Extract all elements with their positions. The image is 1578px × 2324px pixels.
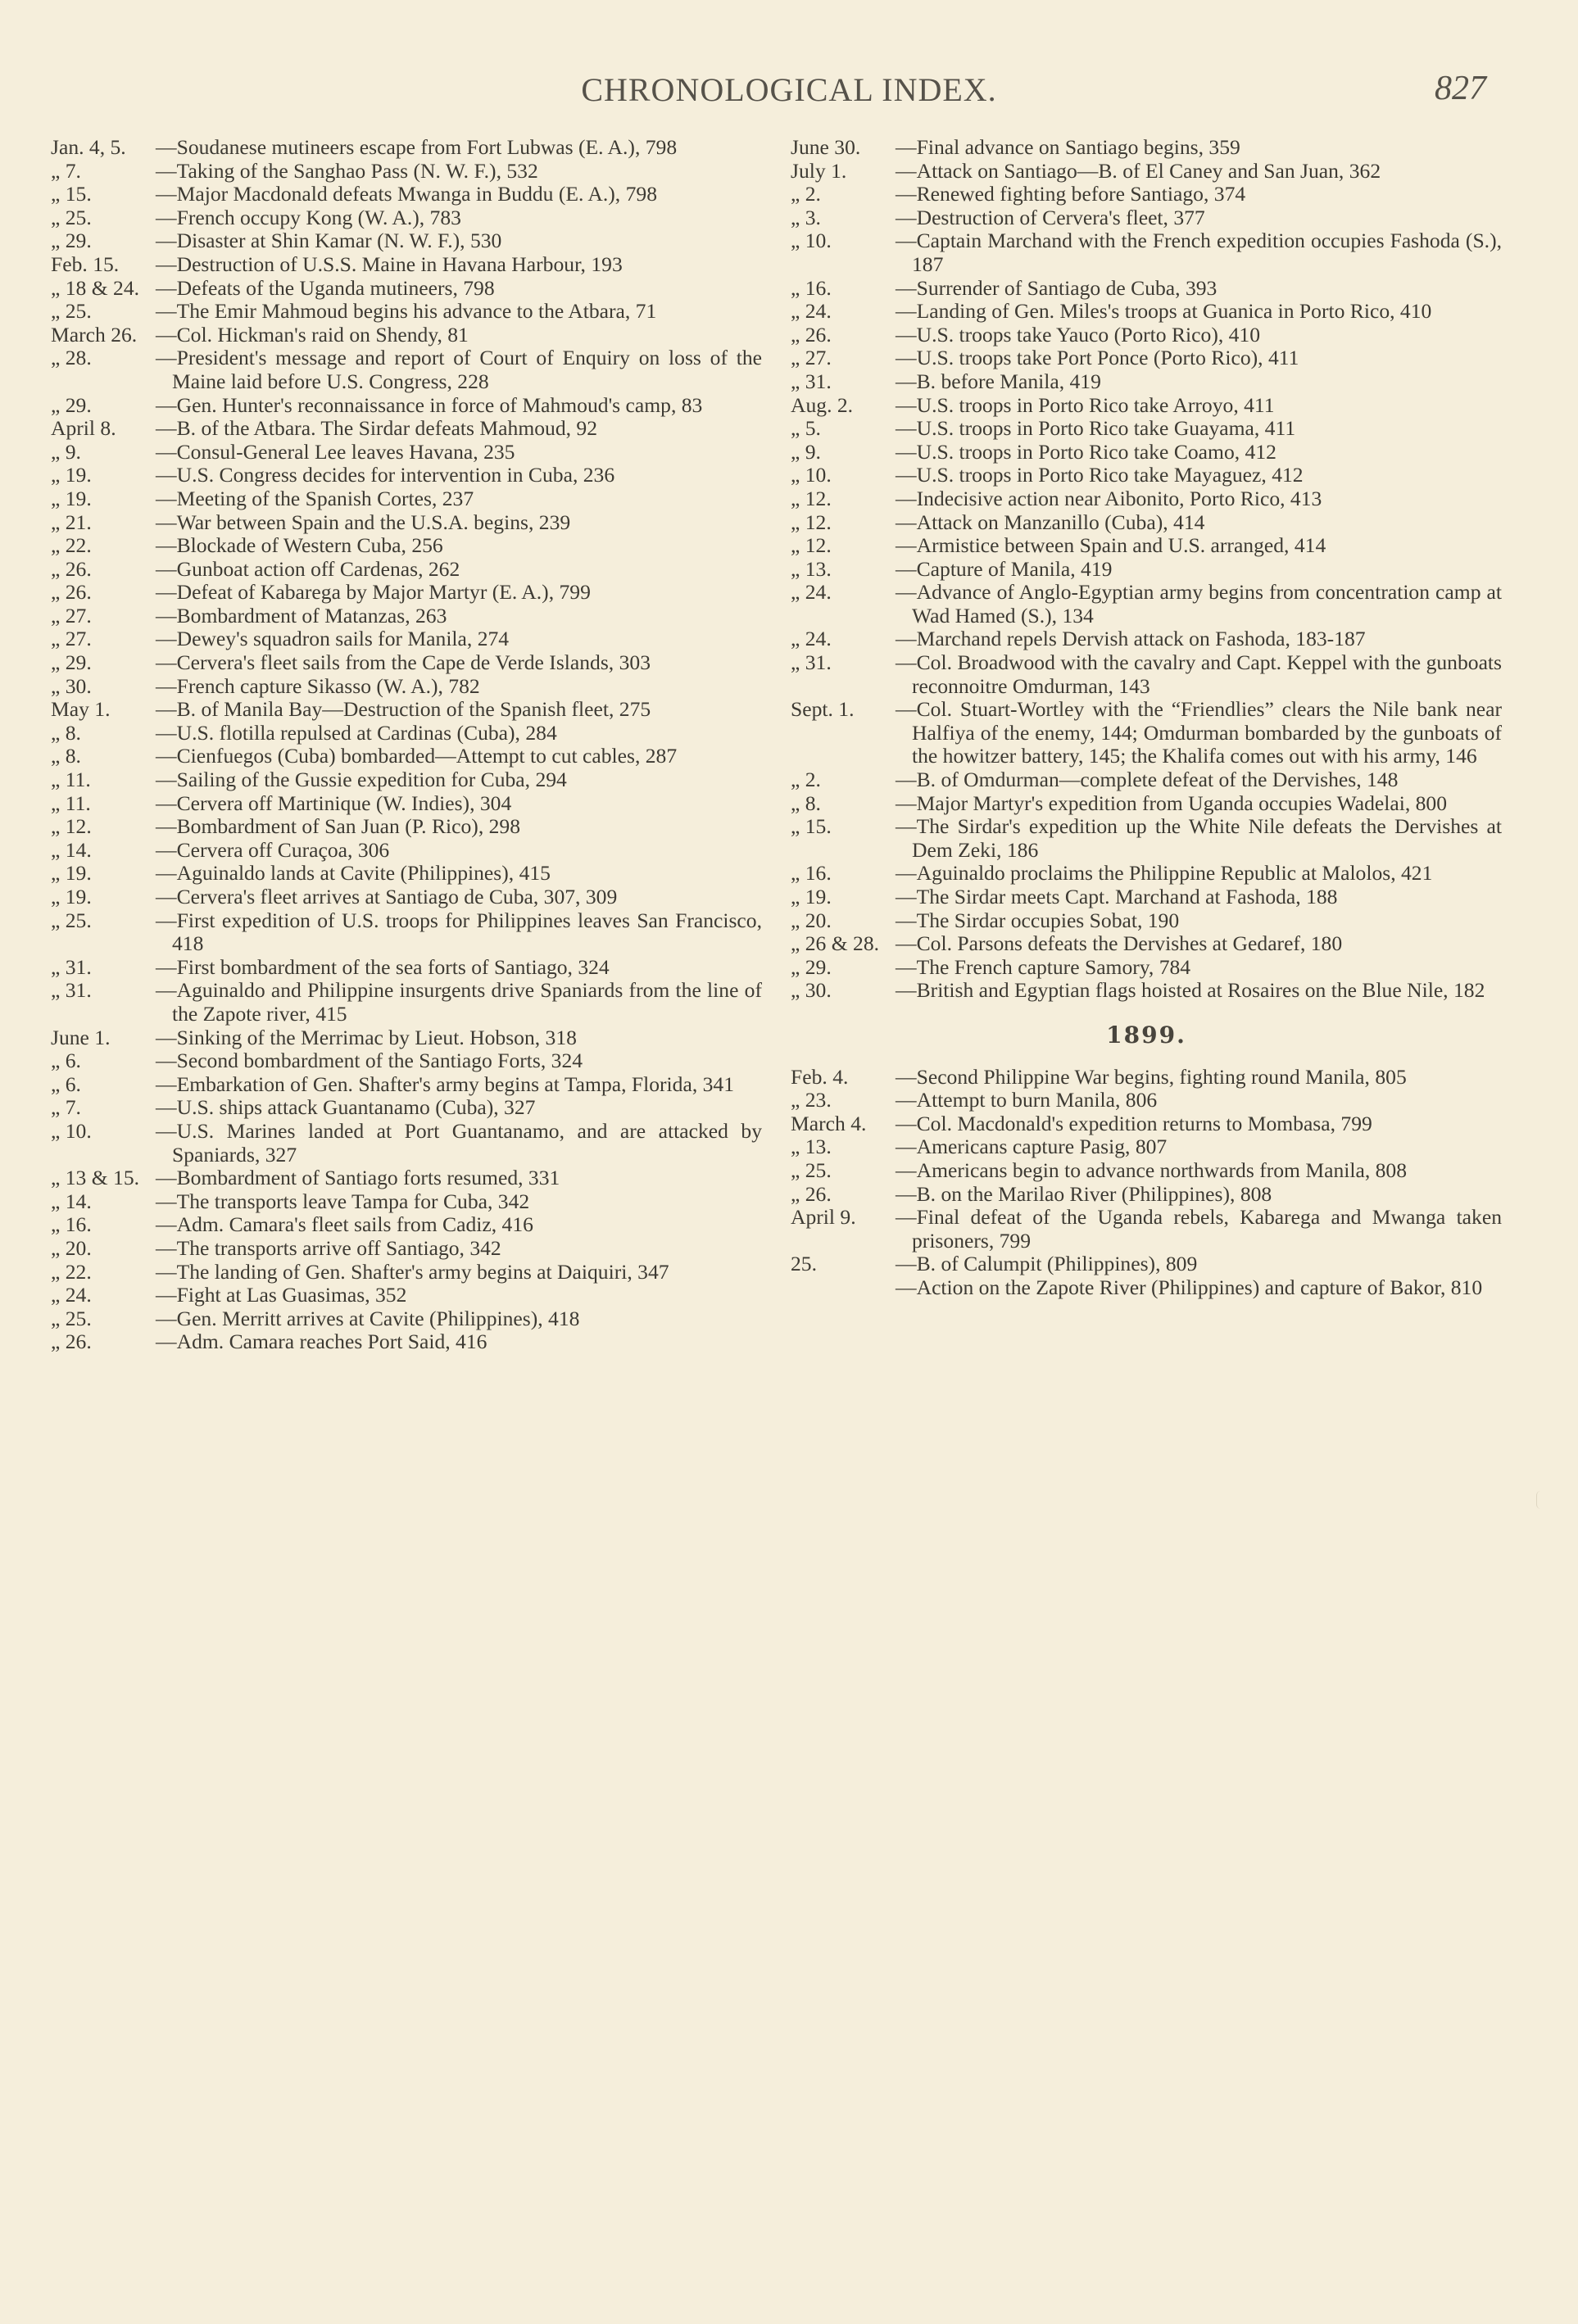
- entry-date: „ 12.: [791, 510, 832, 534]
- index-entry: [51, 464, 762, 487]
- index-entry: [51, 253, 762, 277]
- index-entry: [51, 768, 762, 792]
- entry-date: „ 12.: [791, 533, 832, 558]
- entry-text: —Surrender of Santiago de Cuba, 393: [896, 275, 1218, 300]
- index-entry: [791, 627, 1502, 651]
- entry-date: „ 26.: [51, 1330, 92, 1354]
- entry-date: „ 16.: [791, 861, 832, 886]
- entry-text: —Armistice between Spain and U.S. arranged, 414: [896, 533, 1326, 558]
- entry-text: —Aguinaldo lands at Cavite (Philippines), 415: [156, 861, 551, 886]
- entry-text: —Second Philippine War begins, fighting round Manila, 805: [896, 1064, 1407, 1089]
- entry-date: March 4.: [791, 1111, 867, 1135]
- entry-text: —The Emir Mahmoud begins his advance to the Atbara, 71: [156, 299, 657, 324]
- entry-text: —Adm. Camara's fleet sails from Cadiz, 416: [156, 1212, 533, 1237]
- entry-text: —Americans capture Pasig, 807: [896, 1135, 1168, 1159]
- index-entry: [51, 1330, 762, 1354]
- entry-text: —Col. Broadwood with the cavalry and Capt. Keppel with the gunboats reconnoitre Omdurman, 143: [896, 650, 1502, 698]
- entry-text: —Cienfuegos (Cuba) bombarded—Attempt to cut cables, 287: [156, 744, 678, 768]
- entry-text: —Action on the Zapote River (Philippines) and capture of Bakor, 810: [896, 1275, 1483, 1299]
- entry-text: —Col. Hickman's raid on Shendy, 81: [156, 322, 469, 347]
- entry-date: „ 16.: [791, 275, 832, 300]
- index-entry: [791, 464, 1502, 487]
- entry-date: „ 30.: [51, 673, 92, 698]
- index-entry: [791, 1089, 1502, 1112]
- entry-date: „ 13.: [791, 1135, 832, 1159]
- entry-date: Sept. 1.: [791, 697, 855, 722]
- entry-date: „ 11.: [51, 768, 91, 792]
- index-entry: [51, 394, 762, 418]
- index-entry: [51, 909, 762, 956]
- index-entry: [51, 206, 762, 230]
- entry-date: „ 9.: [791, 439, 821, 464]
- entry-text: —Defeats of the Uganda mutineers, 798: [156, 275, 495, 300]
- index-entry: [51, 1167, 762, 1190]
- entry-date: „ 19.: [51, 463, 92, 487]
- entry-text: —Bombardment of Santiago forts resumed, 331: [156, 1166, 560, 1190]
- entry-date: „ 29.: [51, 229, 92, 253]
- index-entry: [51, 347, 762, 393]
- entry-text: —Attack on Manzanillo (Cuba), 414: [896, 510, 1205, 534]
- entry-date: „ 20.: [51, 1235, 92, 1260]
- entry-date: „ 2.: [791, 182, 821, 206]
- entry-date: „ 15.: [791, 814, 832, 839]
- index-entry: [51, 722, 762, 745]
- entry-text: —The Sirdar occupies Sobat, 190: [896, 908, 1180, 932]
- index-entry: [791, 1066, 1502, 1090]
- entry-date: „ 29.: [51, 650, 92, 675]
- entry-text: —B. of Omdurman—complete defeat of the Dervishes, 148: [896, 768, 1399, 792]
- entry-text: —Major Martyr's expedition from Uganda occupies Wadelai, 800: [896, 791, 1448, 815]
- entry-text: —Attack on Santiago—B. of El Caney and San Juan, 362: [896, 158, 1381, 183]
- entry-date: „ 29.: [791, 954, 832, 979]
- entry-text: —The Sirdar meets Capt. Marchand at Fashoda, 188: [896, 885, 1338, 908]
- index-entry: [791, 417, 1502, 441]
- index-entry: [51, 487, 762, 511]
- index-entry: [51, 183, 762, 206]
- entry-date: „ 19.: [791, 885, 832, 908]
- index-entry: [791, 698, 1502, 768]
- entry-date: „ 21.: [51, 510, 92, 534]
- index-entry: [791, 792, 1502, 816]
- entry-text: —Landing of Gen. Miles's troops at Guanica in Porto Rico, 410: [896, 299, 1432, 324]
- entry-date: „ 19.: [51, 861, 92, 886]
- index-entry: [51, 792, 762, 816]
- entry-date: „ 25.: [51, 1306, 92, 1330]
- entry-date: Feb. 4.: [791, 1064, 849, 1089]
- index-entry: [791, 136, 1502, 160]
- entry-date: June 30.: [791, 135, 861, 159]
- entry-date: April 9.: [791, 1205, 856, 1230]
- entry-date: „ 26.: [51, 556, 92, 581]
- entry-text: —Gunboat action off Cardenas, 262: [156, 556, 460, 581]
- entry-date: „ 10.: [791, 463, 832, 487]
- index-entry: [791, 979, 1502, 1003]
- entry-date: „ 27.: [51, 627, 92, 651]
- entry-date: „ 6.: [51, 1049, 81, 1073]
- entry-date: „ 7.: [51, 158, 81, 183]
- index-entry: [51, 534, 762, 558]
- index-entry: [791, 300, 1502, 324]
- entry-text: —U.S. Marines landed at Port Guantanamo, and are attacked by Spaniards, 327: [156, 1118, 762, 1167]
- index-entry: [51, 511, 762, 535]
- entries-1898: [791, 136, 1502, 1003]
- index-entry: [51, 277, 762, 301]
- index-entry: [791, 347, 1502, 370]
- index-entry: [51, 441, 762, 464]
- entry-date: „ 25.: [51, 908, 92, 932]
- entry-date: „ 3.: [791, 205, 821, 229]
- entry-text: —Defeat of Kabarega by Major Martyr (E. A.), 799: [156, 580, 591, 605]
- index-entry: [51, 417, 762, 441]
- entry-text: —Destruction of Cervera's fleet, 377: [896, 205, 1205, 229]
- entry-text: —Blockade of Western Cuba, 256: [156, 533, 443, 558]
- left-column: [51, 136, 762, 1354]
- entry-text: —Soudanese mutineers escape from Fort Lubwas (E. A.), 798: [156, 135, 678, 159]
- entry-text: —Capture of Manila, 419: [896, 556, 1113, 581]
- entry-text: —Adm. Camara reaches Port Said, 416: [156, 1330, 487, 1354]
- entry-date: „ 27.: [51, 603, 92, 627]
- page-number: 827: [1435, 70, 1486, 107]
- index-entry: [791, 1253, 1502, 1276]
- entry-text: —French occupy Kong (W. A.), 783: [156, 205, 461, 229]
- entry-text: —B. of Calumpit (Philippines), 809: [896, 1252, 1198, 1276]
- entry-text: —The Sirdar's expedition up the White Nile defeats the Dervishes at Dem Zeki, 186: [896, 814, 1502, 862]
- entry-text: —B. of Manila Bay—Destruction of the Spanish fleet, 275: [156, 697, 651, 722]
- entry-text: —Sailing of the Gussie expedition for Cuba, 294: [156, 768, 567, 792]
- index-entry: [791, 1183, 1502, 1207]
- index-entry: [791, 1276, 1502, 1300]
- index-entry: [791, 277, 1502, 301]
- entry-text: —U.S. troops in Porto Rico take Guayama, 411: [896, 416, 1296, 441]
- entry-text: —War between Spain and the U.S.A. begins, 239: [156, 510, 571, 534]
- entry-text: —The transports leave Tampa for Cuba, 342: [156, 1189, 530, 1213]
- index-entry: [51, 815, 762, 839]
- entry-date: „ 10.: [791, 229, 832, 253]
- index-entry: [51, 1261, 762, 1284]
- entry-text: —Gen. Hunter's reconnaissance in force of Mahmoud's camp, 83: [156, 392, 703, 417]
- index-entry: [51, 324, 762, 347]
- entry-date: „ 15.: [51, 182, 92, 206]
- entry-date: „ 8.: [51, 720, 81, 745]
- entry-text: —B. before Manila, 419: [896, 369, 1101, 393]
- entry-date: „ 28.: [51, 346, 92, 370]
- entry-date: „ 13.: [791, 556, 832, 581]
- entry-date: March 26.: [51, 322, 138, 347]
- entry-date: „ 25.: [791, 1157, 832, 1182]
- index-entry: [51, 675, 762, 699]
- entry-date: May 1.: [51, 697, 111, 722]
- entry-date: „ 30.: [791, 978, 832, 1003]
- entry-text: —Final defeat of the Uganda rebels, Kabarega and Mwanga taken prisoners, 799: [896, 1205, 1502, 1253]
- entry-text: —Col. Parsons defeats the Dervishes at Gedaref, 180: [896, 931, 1343, 956]
- index-entry: [51, 160, 762, 183]
- entry-text: —Attempt to burn Manila, 806: [896, 1088, 1158, 1112]
- entry-text: —Final advance on Santiago begins, 359: [896, 135, 1240, 159]
- entry-text: —Cervera's fleet arrives at Santiago de Cuba, 307, 309: [156, 885, 618, 908]
- index-entry: [791, 558, 1502, 582]
- entry-date: „ 24.: [51, 1283, 92, 1307]
- entry-text: —U.S. troops in Porto Rico take Arroyo, 411: [896, 392, 1275, 417]
- entry-text: —Major Macdonald defeats Mwanga in Buddu (E. A.), 798: [156, 182, 657, 206]
- entry-date: „ 26.: [51, 580, 92, 605]
- index-entry: [51, 1190, 762, 1214]
- entry-text: —U.S. troops in Porto Rico take Coamo, 412: [896, 439, 1276, 464]
- index-entry: [791, 1159, 1502, 1183]
- entry-date: „ 24.: [791, 580, 832, 605]
- entry-date: „ 13 & 15.: [51, 1166, 140, 1190]
- entry-text: —Fight at Las Guasimas, 352: [156, 1283, 407, 1307]
- entry-text: —Destruction of U.S.S. Maine in Havana Harbour, 193: [156, 251, 623, 276]
- entry-date: „ 12.: [791, 486, 832, 510]
- entry-text: —Consul-General Lee leaves Havana, 235: [156, 439, 515, 464]
- entry-date: „ 10.: [51, 1118, 92, 1143]
- entry-text: —The landing of Gen. Shafter's army begins at Daiquiri, 347: [156, 1259, 669, 1284]
- index-entry: [791, 534, 1502, 558]
- entry-text: —Cervera off Martinique (W. Indies), 304: [156, 791, 512, 815]
- entry-text: —Aguinaldo and Philippine insurgents drive Spaniards from the line of the Zapote river, 415: [156, 978, 762, 1026]
- entry-text: —Dewey's squadron sails for Manila, 274: [156, 627, 510, 651]
- entry-text: —U.S. troops in Porto Rico take Mayaguez, 412: [896, 463, 1304, 487]
- entry-date: „ 7.: [51, 1095, 81, 1120]
- index-entry: [791, 1112, 1502, 1136]
- entry-text: —U.S. Congress decides for intervention in Cuba, 236: [156, 463, 615, 487]
- index-entry: [51, 300, 762, 324]
- entry-date: „ 25.: [51, 205, 92, 229]
- entry-date: „ 11.: [51, 791, 91, 815]
- entry-text: —Disaster at Shin Kamar (N. W. F.), 530: [156, 229, 502, 253]
- entry-text: —Aguinaldo proclaims the Philippine Republic at Malolos, 421: [896, 861, 1433, 886]
- entry-date: „ 27.: [791, 346, 832, 370]
- index-entry: [51, 581, 762, 605]
- entry-date: „ 14.: [51, 1189, 92, 1213]
- entry-date: „ 31.: [51, 978, 92, 1003]
- index-entry: [51, 229, 762, 253]
- entry-date: June 1.: [51, 1025, 111, 1049]
- index-entry: [51, 698, 762, 722]
- entry-date: „ 24.: [791, 299, 832, 324]
- index-entry: [51, 1026, 762, 1050]
- entry-text: —Marchand repels Dervish attack on Fashoda, 183-187: [896, 627, 1366, 651]
- entry-date: „ 23.: [791, 1088, 832, 1112]
- index-entry: [791, 229, 1502, 276]
- index-entry: [51, 651, 762, 675]
- entry-text: —Taking of the Sanghao Pass (N. W. F.), 532: [156, 158, 538, 183]
- entry-date: „ 22.: [51, 533, 92, 558]
- entry-text: —The French capture Samory, 784: [896, 954, 1191, 979]
- index-entry: [51, 1073, 762, 1097]
- index-entry: [51, 862, 762, 886]
- index-entry: [791, 441, 1502, 464]
- index-entry: [51, 1307, 762, 1331]
- entry-text: —Cervera's fleet sails from the Cape de Verde Islands, 303: [156, 650, 651, 675]
- index-entry: [791, 909, 1502, 933]
- entry-text: —Col. Macdonald's expedition returns to Mombasa, 799: [896, 1111, 1372, 1135]
- index-entry: [791, 581, 1502, 627]
- index-entry: [51, 745, 762, 768]
- index-entry: [791, 815, 1502, 862]
- entry-date: „ 8.: [51, 744, 81, 768]
- entry-date: „ 29.: [51, 392, 92, 417]
- entry-text: —Meeting of the Spanish Cortes, 237: [156, 486, 474, 510]
- entry-date: „ 5.: [791, 416, 821, 441]
- index-entry: [791, 886, 1502, 909]
- entry-date: „ 19.: [51, 486, 92, 510]
- entry-date: „ 9.: [51, 439, 81, 464]
- entry-text: —U.S. ships attack Guantanamo (Cuba), 327: [156, 1095, 536, 1120]
- index-entry: [791, 1135, 1502, 1159]
- index-entry: [51, 1284, 762, 1307]
- index-entry: [51, 558, 762, 582]
- entry-text: —British and Egyptian flags hoisted at Rosaires on the Blue Nile, 182: [896, 978, 1485, 1003]
- index-entry: [791, 511, 1502, 535]
- entry-text: —Bombardment of Matanzas, 263: [156, 603, 447, 627]
- entry-text: —Americans begin to advance northwards from Manila, 808: [896, 1157, 1408, 1182]
- entry-date: „ 6.: [51, 1071, 81, 1096]
- entry-date: Aug. 2.: [791, 392, 854, 417]
- index-entry: [51, 1096, 762, 1120]
- index-entry: [791, 183, 1502, 206]
- index-entry: [51, 886, 762, 909]
- index-entry: [791, 768, 1502, 792]
- index-entry: [791, 487, 1502, 511]
- entry-date: „ 26.: [791, 1181, 832, 1206]
- index-entry: [51, 1237, 762, 1261]
- index-entry: [791, 370, 1502, 394]
- entry-date: „ 14.: [51, 837, 92, 862]
- entry-text: —Second bombardment of the Santiago Forts, 324: [156, 1049, 583, 1073]
- entry-date: „ 8.: [791, 791, 821, 815]
- entry-date: „ 16.: [51, 1212, 92, 1237]
- entry-date: Jan. 4, 5.: [51, 135, 126, 159]
- right-column: [791, 136, 1502, 1300]
- entry-text: —Embarkation of Gen. Shafter's army begins at Tampa, Florida, 341: [156, 1071, 735, 1096]
- entry-date: „ 19.: [51, 885, 92, 908]
- entry-date: „ 26 & 28.: [791, 931, 880, 956]
- index-entry: [51, 956, 762, 980]
- index-entry: [791, 324, 1502, 347]
- entry-text: —Col. Stuart-Wortley with the “Friendlies” clears the Nile bank near Halfiya of the enemy, 144; Omdurman bombarded by the gunboats of the howitzer battery, 145; the Khalifa comes out with his army, 146: [896, 697, 1502, 768]
- entries-1899: [791, 1066, 1502, 1300]
- margin-mark: [1536, 1491, 1545, 1509]
- entry-date: „ 24.: [791, 627, 832, 651]
- index-entry: [51, 839, 762, 863]
- index-entry: [51, 605, 762, 628]
- entry-date: July 1.: [791, 158, 847, 183]
- entry-text: —First bombardment of the sea forts of Santiago, 324: [156, 954, 610, 979]
- index-entry: [791, 932, 1502, 956]
- index-entry: [791, 206, 1502, 230]
- entry-date: „ 31.: [791, 369, 832, 393]
- index-entry: [791, 651, 1502, 698]
- entry-date: April 8.: [51, 416, 116, 441]
- entry-date: Feb. 15.: [51, 251, 120, 276]
- index-entry: [51, 136, 762, 160]
- entry-text: —First expedition of U.S. troops for Philippines leaves San Francisco, 418: [156, 908, 762, 956]
- entry-date: „ 20.: [791, 908, 832, 932]
- entry-text: —B. of the Atbara. The Sirdar defeats Mahmoud, 92: [156, 416, 598, 441]
- entry-text: —French capture Sikasso (W. A.), 782: [156, 673, 480, 698]
- entry-date: „ 25.: [51, 299, 92, 324]
- entry-text: —U.S. troops take Port Ponce (Porto Rico), 411: [896, 346, 1299, 370]
- entry-text: —U.S. troops take Yauco (Porto Rico), 410: [896, 322, 1261, 347]
- entry-text: —Bombardment of San Juan (P. Rico), 298: [156, 814, 521, 839]
- entry-text: —Indecisive action near Aibonito, Porto Rico, 413: [896, 486, 1322, 510]
- entry-text: —Advance of Anglo-Egyptian army begins from concentration camp at Wad Hamed (S.), 134: [896, 580, 1502, 627]
- index-entry: [51, 627, 762, 651]
- year-heading-1899: 1899.: [1106, 1021, 1186, 1049]
- entry-date: „ 31.: [51, 954, 92, 979]
- index-entry: [791, 956, 1502, 980]
- index-entry: [51, 979, 762, 1026]
- entry-text: —Renewed fighting before Santiago, 374: [896, 182, 1246, 206]
- entry-text: —President's message and report of Court of Enquiry on loss of the Maine laid before U.S. Congress, 228: [156, 346, 762, 393]
- index-entry: [51, 1213, 762, 1237]
- index-entry: [791, 862, 1502, 886]
- entry-text: —Captain Marchand with the French expedition occupies Fashoda (S.), 187: [896, 229, 1502, 276]
- entry-date: „ 26.: [791, 322, 832, 347]
- index-entry: [791, 1206, 1502, 1253]
- entry-text: —B. on the Marilao River (Philippines), 808: [896, 1181, 1272, 1206]
- index-entry: [791, 160, 1502, 183]
- running-title: CHRONOLOGICAL INDEX.: [581, 71, 997, 108]
- entry-text: —The transports arrive off Santiago, 342: [156, 1235, 501, 1260]
- entry-date: „ 22.: [51, 1259, 92, 1284]
- entry-date: „ 31.: [791, 650, 832, 675]
- index-entry: [51, 1049, 762, 1073]
- entry-text: —Gen. Merritt arrives at Cavite (Philippines), 418: [156, 1306, 580, 1330]
- entry-date: „ 12.: [51, 814, 92, 839]
- entry-text: —Sinking of the Merrimac by Lieut. Hobson, 318: [156, 1025, 577, 1049]
- entry-date: 25.: [791, 1252, 817, 1276]
- entry-text: —U.S. flotilla repulsed at Cardinas (Cuba), 284: [156, 720, 557, 745]
- index-entry: [791, 394, 1502, 418]
- entry-date: „ 18 & 24.: [51, 275, 140, 300]
- entry-text: —Cervera off Curaçoa, 306: [156, 837, 390, 862]
- entry-date: „ 2.: [791, 768, 821, 792]
- index-entry: [51, 1120, 762, 1167]
